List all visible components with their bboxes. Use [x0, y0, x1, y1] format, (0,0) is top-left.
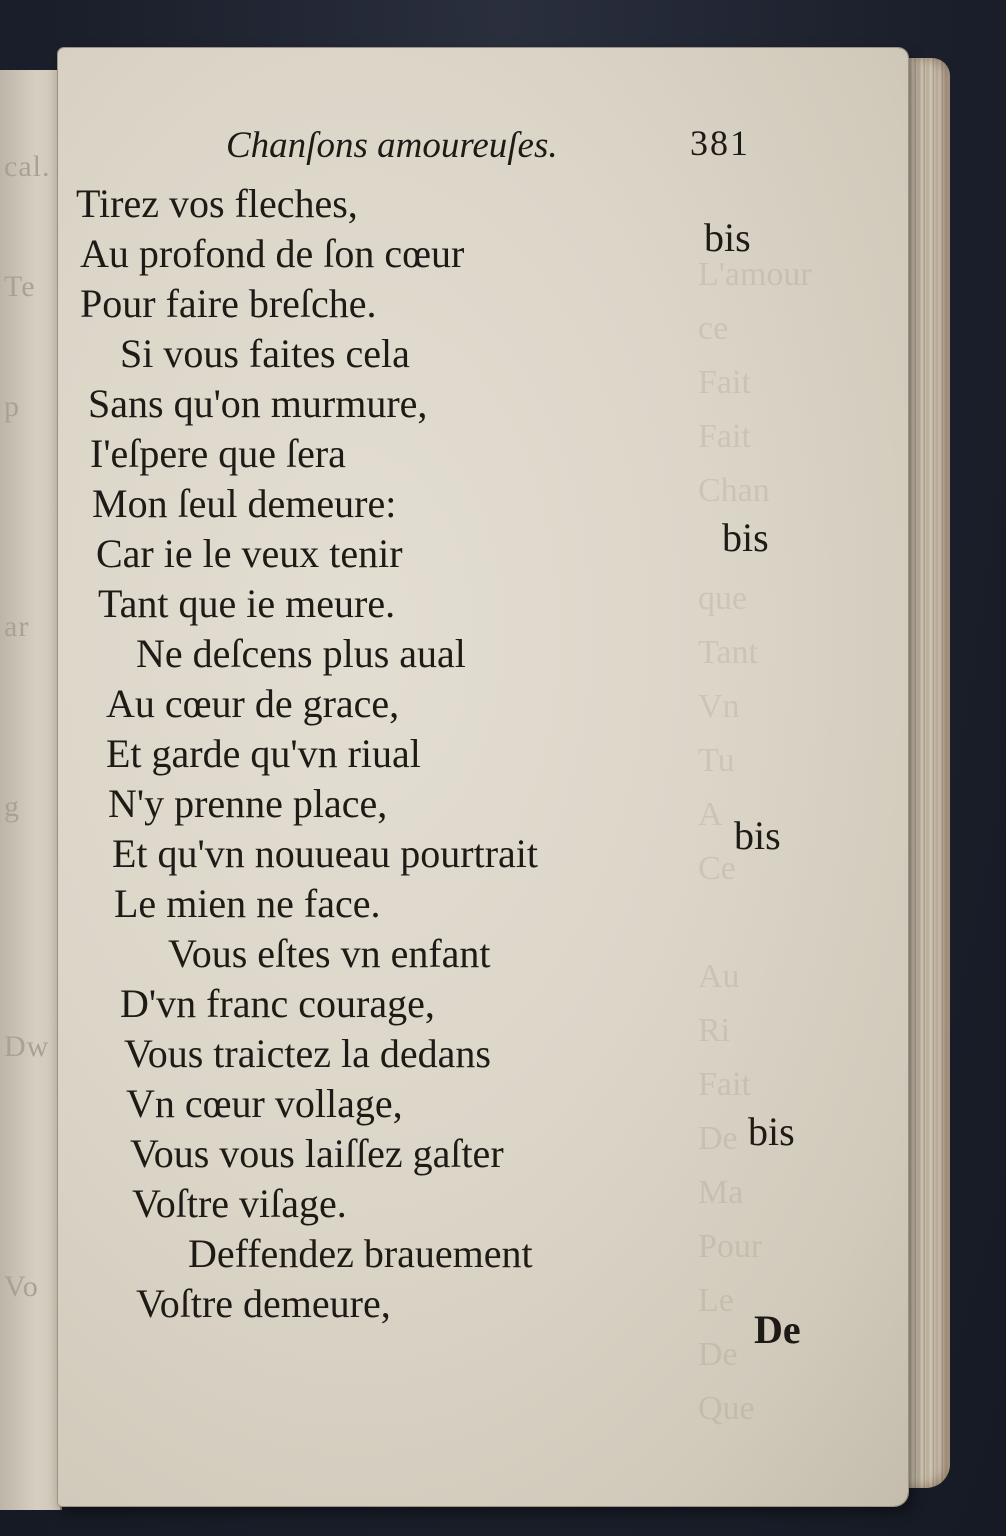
refrain-mark: bis: [722, 515, 769, 560]
verse-line: Si vous faites cela: [120, 331, 410, 376]
verse-line: N'y prenne place,: [108, 781, 388, 826]
verse-line: Et qu'vn nouueau pourtrait: [112, 831, 538, 876]
verse-line: Voſtre demeure,: [136, 1281, 391, 1326]
catchword: De: [754, 1307, 801, 1352]
verse-line: Le mien ne face.: [114, 881, 381, 926]
verse-line: Vn cœur vollage,: [126, 1081, 403, 1126]
verse-line: Vous traictez la dedans: [124, 1031, 491, 1076]
verse-line: Sans qu'on murmure,: [88, 381, 428, 426]
book-page: [58, 48, 908, 1506]
verse-line: Voſtre viſage.: [132, 1181, 347, 1226]
refrain-mark: bis: [748, 1109, 795, 1154]
verse-line: Au cœur de grace,: [106, 681, 400, 726]
verse-line: Et garde qu'vn riual: [106, 731, 421, 776]
verse-line: Tant que ie meure.: [98, 581, 396, 626]
verse-line: Pour faire breſche.: [80, 281, 377, 326]
facing-page-edge: cal. Te p ar g Dw Vo: [0, 70, 62, 1510]
verse-line: I'eſpere que ſera: [90, 431, 346, 476]
verse-line: Tirez vos fleches,: [76, 181, 358, 226]
show-through-text: L'amour ce Fait Fait Chan que Tant Vn Tu A Ce Au Ri Fait De Ma Pour Le De Que: [698, 256, 812, 1427]
running-title: Chanſons amoureuſes.: [226, 125, 558, 166]
verse-line: Vous vous laiſſez gaſter: [130, 1131, 504, 1176]
verse-line: D'vn franc courage,: [120, 981, 435, 1026]
verse-line: Au profond de ſon cœur: [80, 231, 465, 276]
verse-line: Car ie le veux tenir: [96, 531, 403, 576]
refrain-mark: bis: [734, 813, 781, 858]
page-number: 381: [690, 123, 750, 163]
verse-line: Ne deſcens plus aual: [136, 631, 466, 676]
verse-line: Vous eſtes vn enfant: [168, 931, 491, 976]
refrain-mark: bis: [704, 215, 751, 260]
verse-line: Mon ſeul demeure:: [92, 481, 397, 526]
verse-line: Deffendez brauement: [188, 1231, 533, 1276]
